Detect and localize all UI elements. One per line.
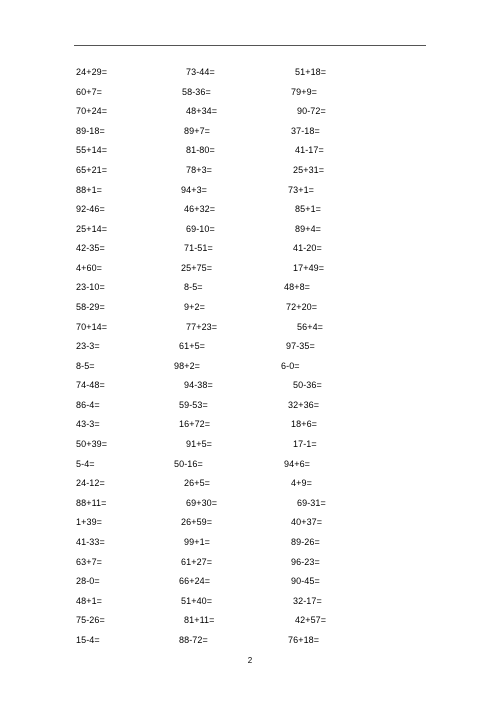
problem-cell: 50+39= (76, 439, 108, 449)
problem-cell: 94+3= (181, 184, 208, 195)
problem-cell: 24-12= (76, 478, 105, 489)
problem-cell: 70+24= (76, 106, 108, 117)
problem-cell: 46+32= (184, 204, 216, 215)
problem-cell: 60+7= (76, 86, 103, 97)
problem-cell: 40+37= (291, 517, 323, 528)
problem-cell: 42-35= (76, 243, 105, 254)
problem-cell: 41-33= (76, 536, 105, 547)
problem-cell: 79+9= (291, 86, 318, 97)
problem-cell: 61+5= (179, 341, 206, 352)
problem-cell: 4+60= (76, 262, 103, 273)
problem-cell: 4+9= (291, 478, 312, 489)
problem-cell: 89+7= (184, 125, 211, 136)
problem-cell: 42+57= (295, 615, 327, 626)
problem-cell: 26+5= (184, 478, 211, 489)
problem-cell: 8-5= (76, 360, 95, 371)
problem-cell: 41-17= (295, 145, 324, 156)
problem-cell: 98+2= (174, 360, 201, 371)
problem-cell: 18+6= (291, 419, 318, 430)
problem-cell: 91+5= (186, 439, 213, 449)
problem-cell: 73-44= (186, 67, 215, 77)
problem-cell: 94+6= (284, 458, 311, 469)
problem-cell: 94-38= (184, 380, 213, 391)
problem-cell: 6-0= (281, 360, 300, 371)
problem-cell: 51+40= (181, 595, 213, 606)
problem-cell: 48+34= (186, 106, 218, 117)
problem-cell: 69+30= (186, 497, 218, 508)
problem-cell: 86-4= (76, 399, 100, 410)
problem-cell: 70+14= (76, 321, 108, 332)
problem-cell: 25+14= (76, 223, 108, 234)
problem-cell: 61+27= (181, 556, 213, 567)
problem-cell: 24+29= (76, 67, 108, 77)
problem-cell: 81+11= (184, 615, 215, 626)
problem-cell: 16+72= (179, 419, 211, 430)
problem-cell: 51+18= (295, 67, 327, 77)
problem-cell: 25+31= (293, 164, 325, 175)
problem-cell: 73+1= (288, 184, 315, 195)
problem-cell: 55+14= (76, 145, 108, 156)
problem-cell: 90-72= (297, 106, 326, 117)
problem-cell: 88-72= (179, 634, 208, 645)
problem-cell: 37-18= (291, 125, 320, 136)
problem-cell: 23-3= (76, 341, 100, 352)
problem-cell: 77+23= (186, 321, 218, 332)
problem-cell: 89-26= (291, 536, 320, 547)
problem-cell: 48+1= (76, 595, 103, 606)
problem-cell: 97-35= (286, 341, 315, 352)
problem-cell: 88+1= (76, 184, 103, 195)
problem-cell: 8-5= (184, 282, 203, 293)
problem-cell: 48+8= (284, 282, 311, 293)
problem-cell: 17+49= (293, 262, 325, 273)
problem-cell: 50-16= (174, 458, 203, 469)
problem-cell: 75-26= (76, 615, 105, 626)
problem-cell: 50-36= (293, 380, 322, 391)
problem-cell: 43-3= (76, 419, 100, 430)
problem-cell: 41-20= (293, 243, 322, 254)
problem-cell: 99+1= (184, 536, 211, 547)
problem-cell: 81-80= (186, 145, 215, 156)
problem-cell: 63+7= (76, 556, 103, 567)
problem-cell: 90-45= (291, 576, 320, 587)
page-number: 2 (247, 656, 253, 665)
problem-cell: 1+39= (76, 517, 103, 528)
problem-cell: 85+1= (295, 204, 322, 215)
problem-cell: 23-10= (76, 282, 105, 293)
problem-cell: 26+59= (181, 517, 213, 528)
problem-cell: 89-18= (76, 125, 105, 136)
problem-cell: 92-46= (76, 204, 105, 215)
problem-cell: 69-31= (297, 497, 326, 508)
problem-cell: 5-4= (76, 458, 95, 469)
problem-cell: 32-17= (293, 595, 322, 606)
problem-cell: 58-29= (76, 302, 105, 312)
problem-cell: 25+75= (181, 262, 213, 273)
problem-cell: 76+18= (288, 634, 320, 645)
problem-cell: 56+4= (297, 321, 324, 332)
problem-cell: 66+24= (179, 576, 211, 587)
problem-cell: 15-4= (76, 634, 100, 645)
problem-cell: 74-48= (76, 380, 105, 391)
problem-cell: 78+3= (186, 164, 213, 175)
problem-cell: 32+36= (288, 399, 320, 410)
problem-cell: 9+2= (184, 302, 205, 312)
problem-cell: 69-10= (186, 223, 215, 234)
problem-cell: 96-23= (291, 556, 320, 567)
problem-cell: 88+11= (76, 497, 107, 508)
problem-cell: 58-36= (182, 86, 211, 97)
problem-cell: 28-0= (76, 576, 100, 587)
problem-cell: 72+20= (286, 302, 318, 312)
problem-cell: 17-1= (293, 439, 317, 449)
problem-cell: 59-53= (179, 399, 208, 410)
problem-cell: 71-51= (184, 243, 213, 254)
problem-cell: 89+4= (295, 223, 322, 234)
problem-cell: 65+21= (76, 164, 108, 175)
